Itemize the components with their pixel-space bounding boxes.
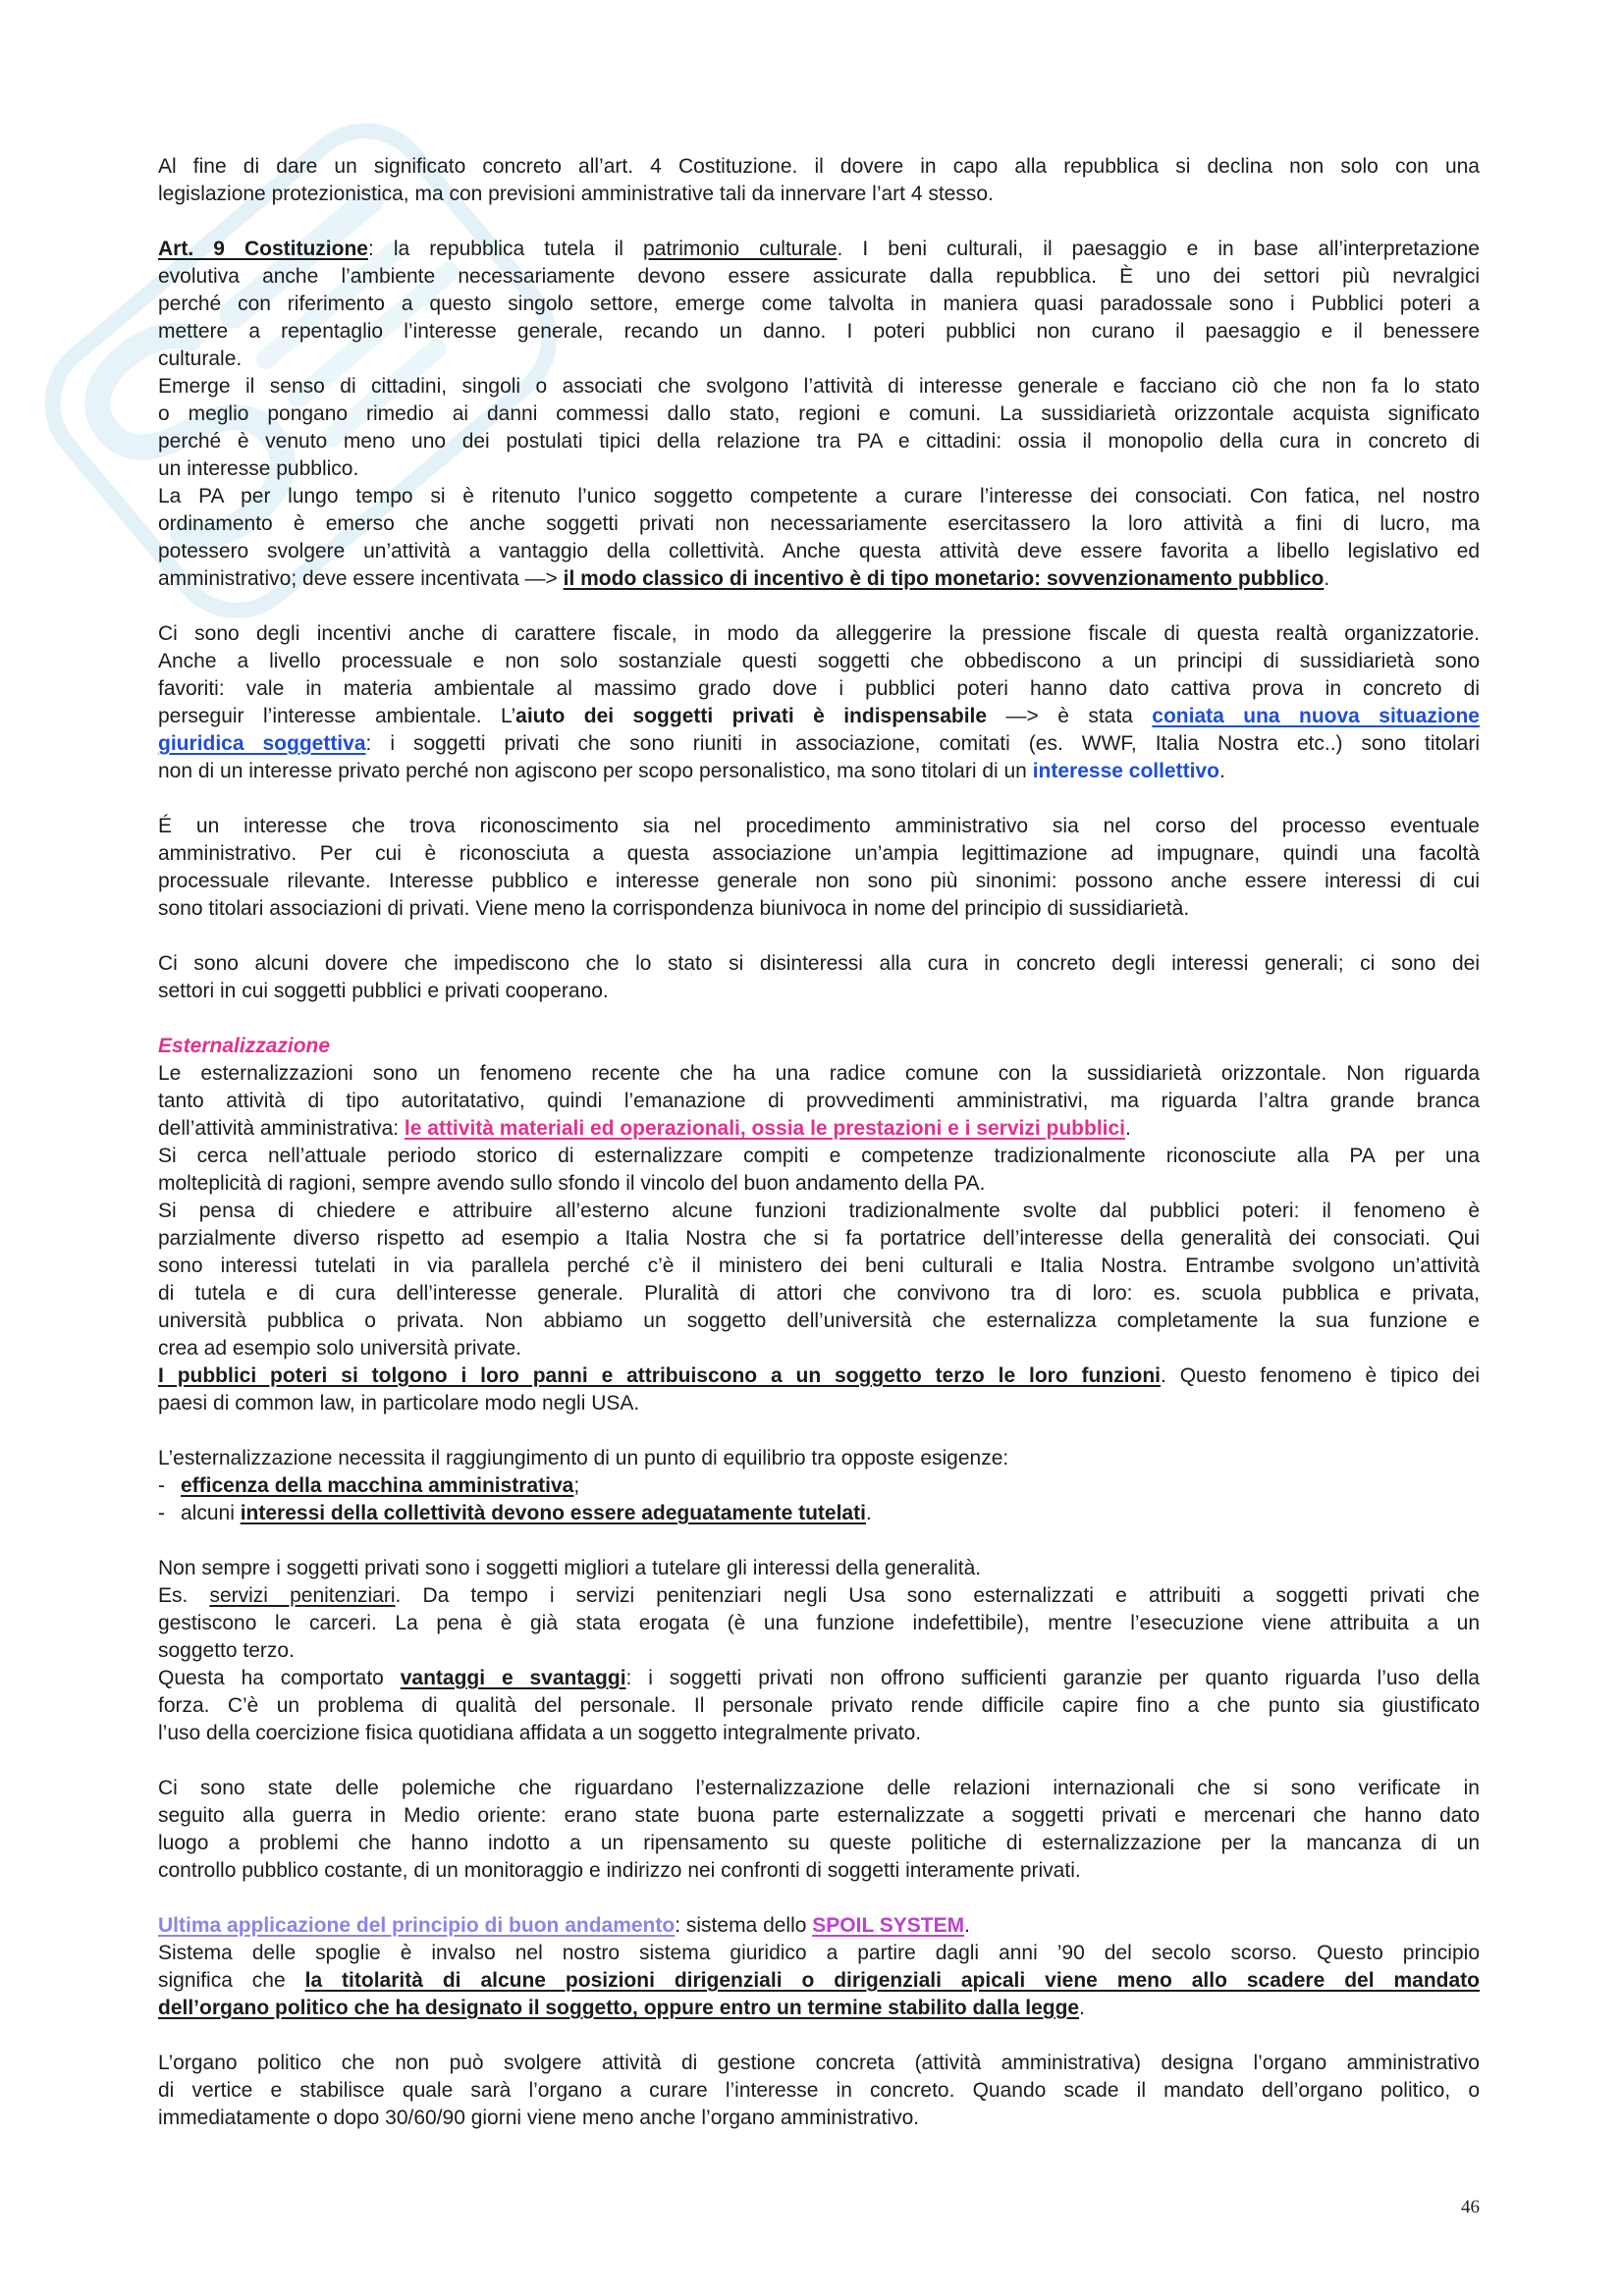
paragraph — [158, 1445, 1480, 1472]
text-run: Anche a livello processuale e non solo sostanziale questi soggetti che obbediscono a un principi di sussidiarietà sono — [158, 650, 1480, 672]
text-section — [158, 1775, 1480, 1885]
text-run: processuale rilevante. Interesse pubblico e interesse generale non sono più sinonimi: possono anche essere interessi di cui — [158, 870, 1480, 892]
text-run: mettere a repentaglio l’interesse generale, recando un danno. I poteri pubblici non curano il paesaggio e il benessere — [158, 320, 1480, 343]
text-line — [158, 1637, 1480, 1665]
text-section — [158, 950, 1480, 1005]
text-run: . — [1218, 760, 1225, 782]
text-run: . Questo fenomeno è tipico dei — [1161, 1364, 1480, 1387]
text-run: luogo a problemi che hanno indotto a un ripensamento su queste politiche di esternalizzazione per la mancanza di un — [158, 1832, 1480, 1854]
text-line — [158, 291, 1480, 318]
paragraph — [158, 813, 1480, 923]
paragraph — [158, 1665, 1480, 1747]
text-line — [158, 813, 1480, 840]
text-run: Ci sono degli incentivi anche di carattere fiscale, in modo da alleggerire la pressione fiscale di questa realtà organizzatorie. — [158, 622, 1480, 645]
text-run: Emerge il senso di cittadini, singoli o associati che svolgono l’attività di interesse generale e facciano ciò che non fa lo stato — [158, 375, 1480, 398]
text-line — [158, 400, 1480, 428]
text-run: legislazione protezionistica, ma con previsioni amministrative tali da innervare l’art 4 stesso. — [158, 183, 994, 205]
list-item — [158, 1472, 1480, 1500]
text-run: sono interessi tutelati in via parallela perché c’è il ministero dei beni culturali e Italia Nostra. Entrambe svolgono un’attività — [158, 1255, 1480, 1277]
text-line — [158, 1198, 1480, 1225]
text-run: sono titolari associazioni di privati. Viene meno la corrispondenza biunivoca in nome del principio di sussidiarietà. — [158, 897, 1190, 920]
emphasized-text: giuridica soggettiva — [158, 732, 366, 755]
text-line — [158, 263, 1480, 291]
text-run: Si pensa di chiedere e attribuire all’esterno alcune funzioni tradizionalmente svolte dal pubblici poteri: il fenomeno è — [158, 1200, 1480, 1222]
emphasized-text: dell’organo politico che ha designato il soggetto, oppure entro un termine stabilito dalla legge — [158, 1997, 1080, 2019]
text-run: favoriti: vale in materia ambientale al massimo grado dove i pubblici poteri hanno dato cattiva prova in concreto di — [158, 677, 1480, 700]
text-line — [158, 1088, 1480, 1115]
text-run: L’esternalizzazione necessita il raggiungimento di un punto di equilibrio tra opposte esigenze: — [158, 1447, 1009, 1469]
text-line — [158, 510, 1480, 538]
text-section — [158, 1445, 1480, 1527]
text-line — [158, 950, 1480, 978]
emphasized-text: SPOIL SYSTEM — [812, 1914, 965, 1937]
text-run: . I beni culturali, il paesaggio e in base all’interpretazione — [837, 238, 1480, 260]
text-run: . — [1079, 1997, 1085, 2019]
text-line — [158, 2077, 1480, 2105]
list-item — [158, 1500, 1480, 1527]
text-line — [158, 1225, 1480, 1253]
text-line — [158, 978, 1480, 1005]
text-line — [158, 1060, 1480, 1088]
emphasized-text: Art. 9 Costituzione — [158, 238, 368, 260]
emphasized-text: interessi della collettività devono essere adeguatamente tutelati — [240, 1502, 866, 1524]
text-line — [158, 620, 1480, 648]
text-run: Le esternalizzazioni sono un fenomeno recente che ha una radice comune con la sussidiarietà orizzontale. Non riguarda — [158, 1062, 1480, 1085]
text-line — [181, 1500, 1480, 1527]
paragraph — [158, 2050, 1480, 2132]
paragraph — [158, 1060, 1480, 1143]
text-run: parzialmente diverso rispetto ad esempio a Italia Nostra che si fa portatrice dell’interesse della generalità dei consociati. Qui — [158, 1227, 1480, 1250]
text-line — [158, 538, 1480, 565]
document-body — [158, 153, 1480, 2132]
text-line — [158, 1940, 1480, 1967]
text-section — [158, 1033, 1480, 1417]
text-line — [158, 236, 1480, 263]
text-run: : sistema dello — [675, 1914, 813, 1937]
text-run: amministrativo; deve essere incentivata —> — [158, 567, 564, 590]
text-run: crea ad esempio solo università private. — [158, 1337, 522, 1360]
paragraph — [158, 1940, 1480, 2022]
text-run: perché con riferimento a questo singolo settore, emerge come talvolta in maniera quasi paradossale sono i Pubblici poteri a — [158, 293, 1480, 315]
emphasized-text: efficenza della macchina amministrativa — [181, 1474, 574, 1497]
text-line — [158, 455, 1480, 483]
emphasized-text: patrimonio culturale — [643, 238, 838, 260]
text-line — [158, 1665, 1480, 1692]
text-section — [158, 236, 1480, 593]
emphasized-text: interesse collettivo — [1032, 760, 1219, 782]
text-line — [158, 1775, 1480, 1802]
text-line — [158, 2105, 1480, 2132]
text-section — [158, 1912, 1480, 2022]
text-section — [158, 813, 1480, 923]
text-run: seguito alla guerra in Medio oriente: erano state buona parte esternalizzate a soggetti privati e mercenari che hanno dato — [158, 1804, 1480, 1827]
paragraph — [158, 950, 1480, 1005]
text-line — [158, 1390, 1480, 1417]
paragraph — [158, 1362, 1480, 1417]
text-line — [158, 373, 1480, 400]
text-run: culturale. — [158, 347, 243, 370]
emphasized-text: aiuto dei soggetti privati è indispensabile — [515, 705, 988, 727]
text-run: settori in cui soggetti pubblici e privati cooperano. — [158, 980, 609, 1002]
text-line — [158, 318, 1480, 346]
text-line — [158, 1995, 1480, 2022]
text-run: significa che — [158, 1969, 305, 1992]
text-line — [158, 1445, 1480, 1472]
text-run: —> è stata — [987, 705, 1153, 727]
text-section — [158, 2050, 1480, 2132]
text-run: di vertice e stabilisce quale sarà l’organo a curare l’interesse in concreto. Quando scade il mandato dell’organo politico, o — [158, 2079, 1480, 2102]
emphasized-text: le attività materiali ed operazionali, ossia le prestazioni e i servizi pubblici — [404, 1117, 1125, 1140]
text-line — [158, 1280, 1480, 1308]
text-line — [158, 153, 1480, 181]
text-line — [158, 1335, 1480, 1362]
text-run: L’organo politico che non può svolgere attività di gestione concreta (attività amministrativa) designa l’organo amministrativo — [158, 2052, 1480, 2074]
text-line — [158, 1308, 1480, 1335]
text-run: La PA per lungo tempo si è ritenuto l’unico soggetto competente a curare l’interesse dei consociati. Con fatica, nel nostro — [158, 485, 1480, 507]
text-line — [158, 1912, 1480, 1940]
text-run: molteplicità di ragioni, sempre avendo sullo sfondo il vincolo del buon andamento della PA. — [158, 1172, 986, 1195]
text-run: ordinamento è emerso che anche soggetti privati non necessariamente esercitassero la loro attività a fini di lucro, ma — [158, 512, 1480, 535]
text-section — [158, 1555, 1480, 1747]
text-run: : i soggetti privati non offrono sufficienti garanzie per quanto riguarda l’uso della — [625, 1667, 1480, 1689]
text-line — [158, 1692, 1480, 1720]
text-run: paesi di common law, in particolare modo negli USA. — [158, 1392, 640, 1415]
text-line — [158, 840, 1480, 868]
text-line — [158, 648, 1480, 675]
paragraph — [158, 483, 1480, 593]
text-run: Ci sono state delle polemiche che riguardano l’esternalizzazione delle relazioni internazionali che si sono verificate in — [158, 1777, 1480, 1799]
text-run: amministrativo. Per cui è riconosciuta a questa associazione un’ampia legittimazione ad impugnare, quindi una facoltà — [158, 842, 1480, 865]
text-run: É un interesse che trova riconoscimento sia nel procedimento amministrativo sia nel corso del processo eventuale — [158, 815, 1480, 837]
text-section — [158, 153, 1480, 208]
paragraph — [158, 373, 1480, 483]
text-run: evolutiva anche l’ambiente necessariamente devono essere assicurate dalla repubblica. È uno dei settori più nevralgici — [158, 265, 1480, 288]
emphasized-text: coniata una nuova situazione — [1152, 705, 1480, 727]
text-line — [158, 1857, 1480, 1885]
paragraph — [158, 620, 1480, 785]
text-run: forza. C’è un problema di qualità del personale. Il personale privato rende difficile capire fino a che punto sia giustificato — [158, 1694, 1480, 1717]
emphasized-text: servizi penitenziari — [209, 1584, 396, 1607]
text-run: gestiscono le carceri. La pena è già stata erogata (è una funzione indefettibile), mentre l’esecuzione viene attribuita a un — [158, 1612, 1480, 1634]
text-run: potessero svolgere un’attività a vantaggio della collettività. Anche questa attività deve essere favorita a libello legislativo ed — [158, 540, 1480, 562]
text-run: l’uso della coercizione fisica quotidiana affidata a un soggetto integralmente privato. — [158, 1722, 922, 1744]
text-line — [158, 1033, 1480, 1060]
text-line — [158, 1253, 1480, 1280]
text-line — [158, 1830, 1480, 1857]
text-line — [158, 703, 1480, 730]
text-line — [158, 1170, 1480, 1198]
emphasized-text: la titolarità di alcune posizioni dirigenziali o dirigenziali apicali viene meno allo scadere del mandato — [304, 1969, 1480, 1992]
text-run: Ci sono alcuni dovere che impediscono che lo stato si disinteressi alla cura in concreto degli interessi generali; ci sono dei — [158, 952, 1480, 975]
text-run: soggetto terzo. — [158, 1639, 295, 1662]
emphasized-text: I pubblici poteri si tolgono i loro panni e attribuiscono a un soggetto terzo le loro funzioni — [158, 1364, 1161, 1387]
list-item-text — [181, 1472, 1480, 1500]
text-run: ; — [573, 1474, 580, 1497]
text-line — [158, 868, 1480, 895]
section-heading — [158, 1033, 1480, 1060]
text-line — [158, 1362, 1480, 1390]
text-run: controllo pubblico costante, di un monitoraggio e indirizzo nei confronti di soggetti interamente privati. — [158, 1859, 1081, 1882]
text-run: . — [1125, 1117, 1131, 1140]
text-run: immediatamente o dopo 30/60/90 giorni viene meno anche l’organo amministrativo. — [158, 2107, 920, 2129]
text-line — [158, 758, 1480, 785]
text-run: Questa ha comportato — [158, 1667, 401, 1689]
text-run: Non sempre i soggetti privati sono i soggetti migliori a tutelare gli interessi della generalità. — [158, 1557, 982, 1579]
text-line — [181, 1472, 1480, 1500]
text-run: alcuni — [181, 1502, 241, 1524]
text-run: . — [865, 1502, 872, 1524]
text-line — [158, 895, 1480, 923]
page-number: 46 — [1461, 2197, 1480, 2217]
paragraph — [158, 1198, 1480, 1362]
text-run: . Da tempo i servizi penitenziari negli Usa sono esternalizzati e attribuiti a soggetti privati che — [395, 1584, 1480, 1607]
text-run: : i soggetti privati che sono riuniti in associazione, comitati (es. WWF, Italia Nostra etc..) sono titolari — [365, 732, 1480, 755]
text-section — [158, 620, 1480, 785]
paragraph — [158, 1912, 1480, 1940]
text-run: Si cerca nell’attuale periodo storico di esternalizzare compiti e competenze tradizionalmente riconosciute alla PA per una — [158, 1145, 1480, 1167]
emphasized-text: vantaggi e svantaggi — [400, 1667, 626, 1689]
emphasized-text: Ultima applicazione del principio di buon andamento — [158, 1914, 676, 1937]
text-run: o meglio pongano rimedio ai danni commessi dallo stato, regioni e comuni. La sussidiarietà orizzontale acquista significato — [158, 402, 1480, 425]
text-line — [158, 1582, 1480, 1610]
text-line — [158, 1143, 1480, 1170]
text-run: perché è venuto meno uno dei postulati tipici della relazione tra PA e cittadini: ossia il monopolio della cura in concreto di — [158, 430, 1480, 453]
text-line — [158, 346, 1480, 373]
text-run: : la repubblica tutela il — [367, 238, 644, 260]
text-run: Es. — [158, 1584, 210, 1607]
paragraph — [158, 1143, 1480, 1198]
text-line — [158, 1967, 1480, 1995]
text-line — [158, 1720, 1480, 1747]
text-line — [158, 181, 1480, 208]
text-run: un interesse pubblico. — [158, 457, 359, 480]
text-run: . — [1324, 567, 1330, 590]
text-run: non di un interesse privato perché non agiscono per scopo personalistico, ma sono titolari di un — [158, 760, 1033, 782]
text-run: . — [964, 1914, 970, 1937]
emphasized-text: il modo classico di incentivo è di tipo monetario: sovvenzionamento pubblico — [563, 567, 1325, 590]
text-line — [158, 1555, 1480, 1582]
text-run: Sistema delle spoglie è invalso nel nostro sistema giuridico a partire dagli anni ’90 del secolo scorso. Questo principio — [158, 1942, 1480, 1964]
text-run: università pubblica o privata. Non abbiamo un soggetto dell’università che esternalizza completamente la sua funzione e — [158, 1309, 1480, 1332]
list-bullet: - — [158, 1502, 165, 1524]
text-run: Al fine di dare un significato concreto all’art. 4 Costituzione. il dovere in capo alla repubblica si declina non solo con una — [158, 155, 1480, 178]
text-line — [158, 483, 1480, 510]
text-line — [158, 1115, 1480, 1143]
text-line — [158, 428, 1480, 455]
paragraph — [158, 1775, 1480, 1885]
text-line — [158, 1610, 1480, 1637]
text-run: di tutela e di cura dell’interesse generale. Pluralità di attori che convivono tra di loro: es. scuola pubblica e privata, — [158, 1282, 1480, 1305]
text-run: perseguir l’interesse ambientale. L’ — [158, 705, 516, 727]
text-line — [158, 1802, 1480, 1830]
list-bullet: - — [158, 1474, 165, 1497]
paragraph — [158, 1582, 1480, 1665]
paragraph — [158, 153, 1480, 208]
list-item-text — [181, 1500, 1480, 1527]
text-run: dell’attività amministrativa: — [158, 1117, 405, 1140]
text-line — [158, 730, 1480, 758]
text-line — [158, 675, 1480, 703]
text-line — [158, 2050, 1480, 2077]
emphasized-text: Esternalizzazione — [158, 1035, 331, 1057]
paragraph — [158, 1555, 1480, 1582]
text-line — [158, 565, 1480, 593]
paragraph — [158, 236, 1480, 373]
text-run: tanto attività di tipo autoritatativo, quindi l’emanazione di provvedimenti amministrativi, ma riguarda l’altra grande branca — [158, 1090, 1480, 1112]
